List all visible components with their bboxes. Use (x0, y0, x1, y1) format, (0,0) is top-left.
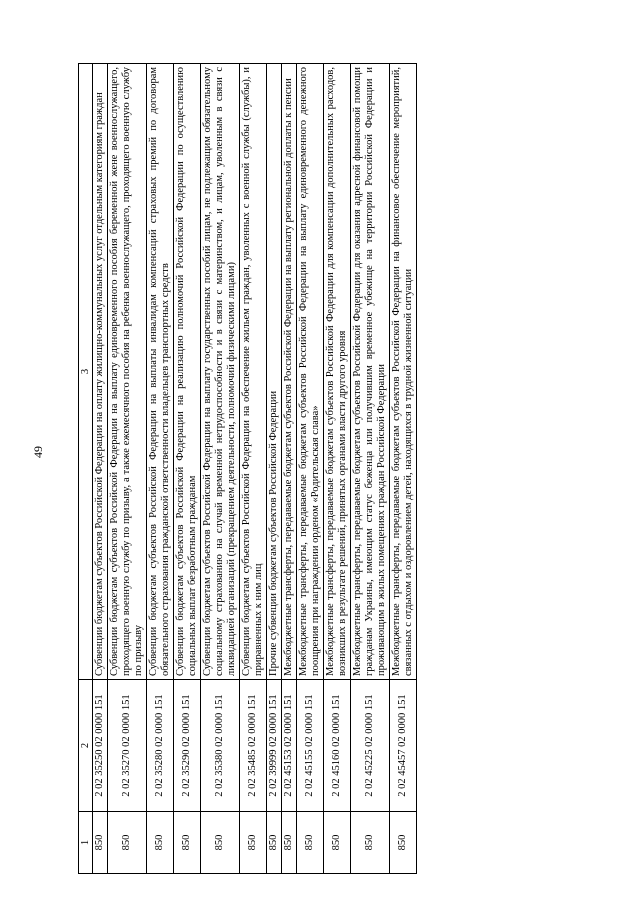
budget-code-cell: 2 02 45457 02 0000 151 (390, 680, 417, 812)
budget-code-cell: 2 02 39999 02 0000 151 (267, 680, 282, 812)
table-row (282, 64, 297, 874)
description-cell: Субвенции бюджетам субъектов Российской Федерации на выплату единовременного пособия беременной жене военнослужащего, проходящего военную службу по призыву, а также ежемесячного пособия на ребенка военнослужащего, проходящего военную службу по призыву (108, 64, 147, 680)
rotated-table-container (78, 64, 562, 874)
budget-code-cell: 2 02 45155 02 0000 151 (297, 680, 324, 812)
table-row (324, 64, 351, 874)
table-row (108, 64, 147, 874)
header-cell: 2 (79, 680, 93, 812)
table-row (201, 64, 240, 874)
description-cell: Межбюджетные трансферты, передаваемые бюджетам субъектов Российской Федерации на выплату единовременного денежного поощрения при награждении орденом «Родительская слава» (297, 64, 324, 680)
table-row (240, 64, 267, 874)
header-cell: 1 (79, 812, 93, 874)
description-cell: Межбюджетные трансферты, передаваемые бюджетам субъектов Российской Федерации на финансовое обеспечение мероприятий, связанных с отдыхом и оздоровлением детей, находящихся в трудной жизненной ситуации (390, 64, 417, 680)
budget-code-cell: 2 02 35280 02 0000 151 (147, 680, 174, 812)
table-row (267, 64, 282, 874)
description-cell: Субвенции бюджетам субъектов Российской Федерации на реализацию полномочий Российской Федерации по осуществлению социальных выплат безработным гражданам (174, 64, 201, 680)
budget-code-cell: 2 02 35250 02 0000 151 (93, 680, 108, 812)
description-cell: Субвенции бюджетам субъектов Российской Федерации на обеспечение жильем граждан, уволенных с военной службы (службы), и приравненных к ним лиц (240, 64, 267, 680)
page-number: 49 (31, 446, 45, 458)
table-row (174, 64, 201, 874)
table-row (297, 64, 324, 874)
table-row (93, 64, 108, 874)
admin-code-cell: 850 (297, 812, 324, 874)
admin-code-cell: 850 (267, 812, 282, 874)
budget-code-cell: 2 02 35270 02 0000 151 (108, 680, 147, 812)
budget-code-cell: 2 02 45153 02 0000 151 (282, 680, 297, 812)
admin-code-cell: 850 (174, 812, 201, 874)
description-cell: Субвенции бюджетам субъектов Российской Федерации на оплату жилищно-коммунальных услуг отдельным категориям граждан (93, 64, 108, 680)
header-cell: 3 (79, 64, 93, 680)
budget-code-cell: 2 02 35380 02 0000 151 (201, 680, 240, 812)
description-cell: Межбюджетные трансферты, передаваемые бюджетам субъектов Российской Федерации для компенсации дополнительных расходов, возникших в результате решений, принятых органами власти другого уровня (324, 64, 351, 680)
admin-code-cell: 850 (201, 812, 240, 874)
table-row (147, 64, 174, 874)
budget-code-cell: 2 02 45160 02 0000 151 (324, 680, 351, 812)
table-row (351, 64, 390, 874)
admin-code-cell: 850 (390, 812, 417, 874)
budget-codes-table (78, 63, 417, 874)
admin-code-cell: 850 (108, 812, 147, 874)
budget-code-cell: 2 02 35290 02 0000 151 (174, 680, 201, 812)
budget-code-cell: 2 02 35485 02 0000 151 (240, 680, 267, 812)
admin-code-cell: 850 (147, 812, 174, 874)
admin-code-cell: 850 (93, 812, 108, 874)
admin-code-cell: 850 (282, 812, 297, 874)
admin-code-cell: 850 (324, 812, 351, 874)
description-cell: Межбюджетные трансферты, передаваемые бюджетам субъектов Российской Федерации на выплату региональной доплаты к пенсии (282, 64, 297, 680)
admin-code-cell: 850 (240, 812, 267, 874)
table-row (390, 64, 417, 874)
description-cell: Субвенции бюджетам субъектов Российской Федерации на выплаты инвалидам компенсаций страховых премий по договорам обязательного страхования гражданской ответственности владельцев транспортных средств (147, 64, 174, 680)
description-cell: Межбюджетные трансферты, передаваемые бюджетам субъектов Российской Федерации для оказания адресной финансовой помощи гражданам Украины, имеющим статус беженца или получившим временное убежище на территории Российской Федерации и проживающим в жилых помещениях граждан Российской Федерации (351, 64, 390, 680)
budget-code-cell: 2 02 45225 02 0000 151 (351, 680, 390, 812)
table-header-row (79, 64, 93, 874)
description-cell: Субвенции бюджетам субъектов Российской Федерации на выплату государственных пособий лицам, не подлежащим обязательному социальному страхованию на случай временной нетрудоспособности и в связи с материнством, и лицам, уволенным в связи с ликвидацией организаций (прекращением деятельности, полномочий физическими лицами) (201, 64, 240, 680)
admin-code-cell: 850 (351, 812, 390, 874)
description-cell: Прочие субвенции бюджетам субъектов Российской Федерации (267, 64, 282, 680)
